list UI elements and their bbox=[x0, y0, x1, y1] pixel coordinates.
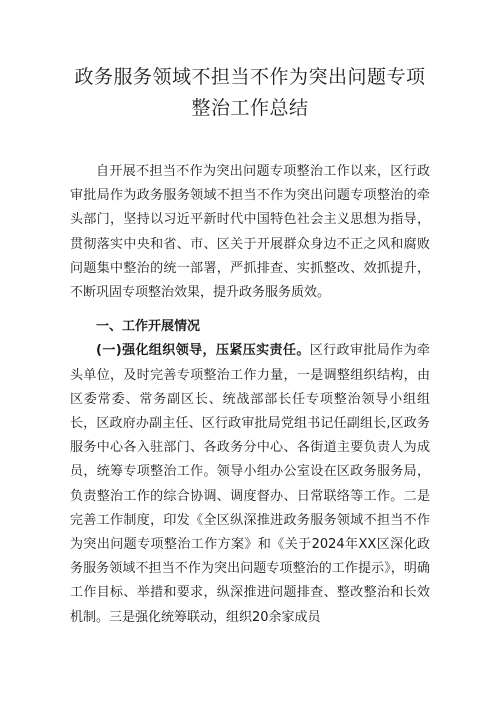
document-title bbox=[70, 62, 430, 124]
section-heading: 一、工作开展情况 bbox=[96, 319, 201, 335]
subsection-body: 区行政审批局作为牵头单位，及时完善专项整治工作力量，一是调整组织结构，由区委常委、常务副区长、统战部部长任专项整治领导小组组长，区政府办副主任、区行政审批局党组书记任副组长,区政务服务中心各入驻部门、各政务分中心、各街道主要负责人为成员，统筹专项整治工作。领导小组办公室设在区政务服务局，负责整治工作的综合协调、调度督办、日常联络等工作。二是完善工作制度，印发《全区纵深推进政务服务领域不担当不作为突出问题专项整治工作方案》和《关于2024年XX区深化政务服务领域不担当不作为突出问题专项整治的工作提示》，明确工作目标、举措和要求，纵深推进问题排查、整改整治和长效机制。三是强化统筹联动，组织20余家成员 bbox=[70, 343, 430, 625]
intro-paragraph: 自开展不担当不作为突出问题专项整治工作以来，区行政审批局作为政务服务领域不担当不作为突出问题专项整治的牵头部门，坚持以习近平新时代中国特色社会主义思想为指导，贯彻落实中央和省、市、区关于开展群众身边不正之风和腐败问题集中整治的统一部署，严抓排查、实抓整改、效抓提升，不断巩固专项整治效果，提升政务服务质效。 bbox=[70, 164, 430, 301]
title-line-2: 整治工作总结 bbox=[191, 97, 309, 119]
body-paragraph bbox=[70, 339, 430, 629]
title-line-1: 政务服务领域不担当不作为突出问题专项 bbox=[74, 66, 426, 88]
subsection-lead: (一)强化组织领导，压紧压实责任。 bbox=[96, 343, 310, 359]
